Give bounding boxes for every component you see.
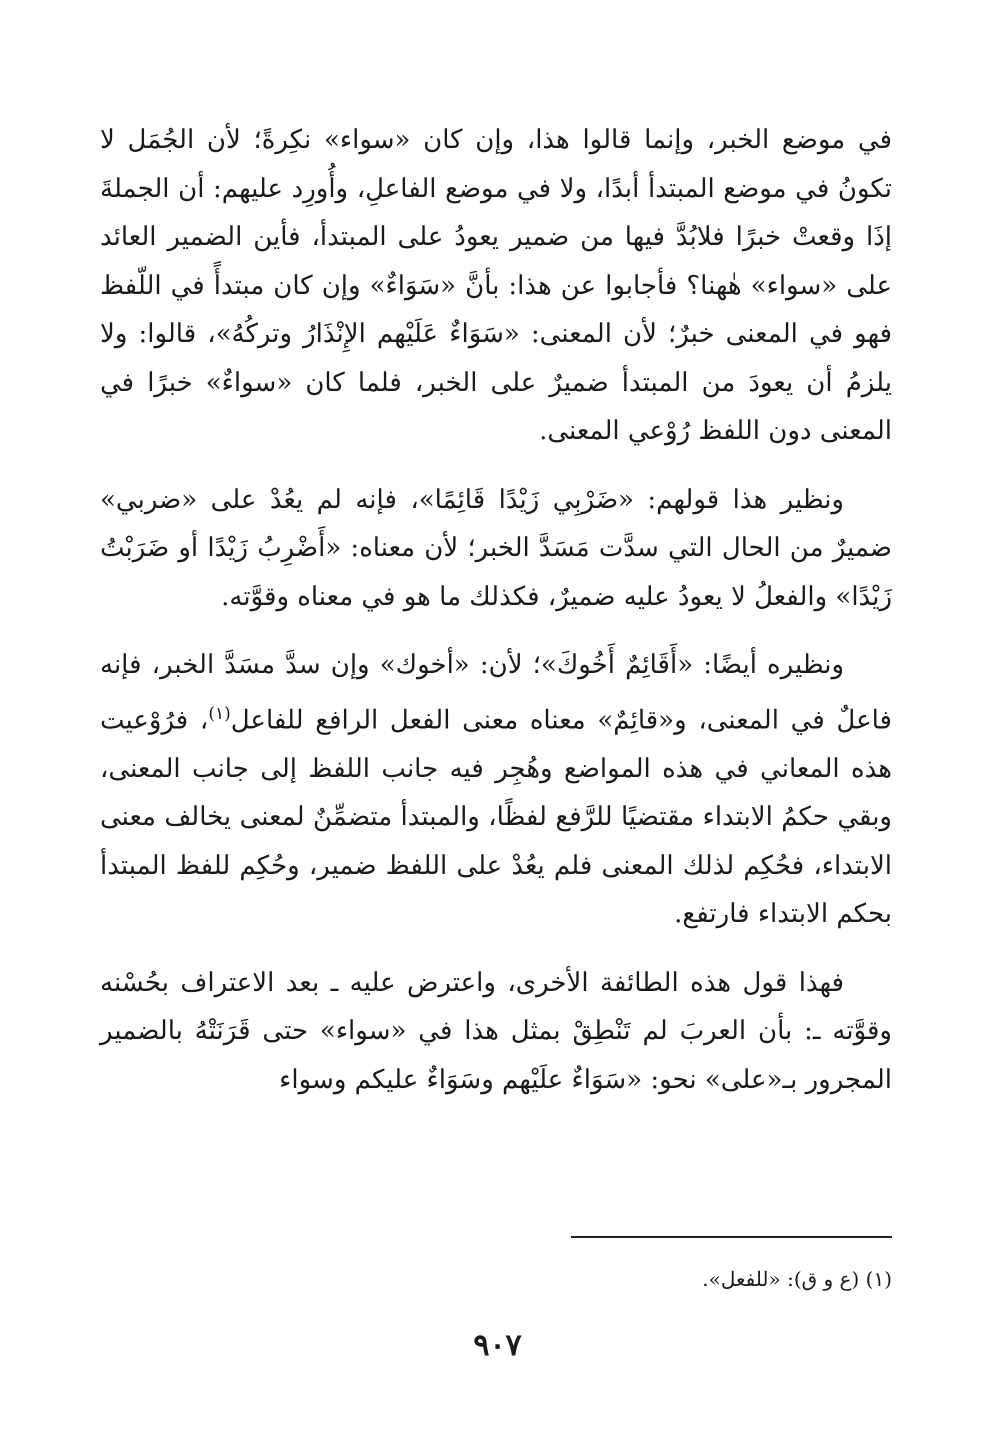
paragraph-1: في موضع الخبر، وإنما قالوا هذا، وإن كان «سواء» نكِرةً؛ لأن الجُمَل لا تكونُ في موضع المبتدأ أبدًا، ولا في موضع الفاعلِ، وأُورِد عليهم: أن الجملةَ إذَا وقعتْ خبرًا فلابُدَّ فيها من ضمير يعودُ على المبتدأ، فأين الضمير العائد على «سواء» هٰهنا؟ فأجابوا عن هذا: بأنَّ «سَوَاءٌ» وإن كان مبتدأً في اللّفظ فهو في المعنى خبرٌ؛ لأن المعنى: «سَوَاءٌ عَلَيْهم الإِنْذَارُ وتركُهُ»، قالوا: ولا يلزمُ أن يعودَ من المبتدأ ضميرٌ على الخبر، فلما كان «سواءٌ» خبرًا في المعنى دون اللفظ رُوْعي المعنى.	[100, 125, 892, 446]
footnote-reference: (١)	[208, 703, 231, 724]
paragraph-3-text-a: ونظيره أيضًا: «أَقَائِمٌ أَخُوكَ»؛ لأن: «أخوك» وإن سدَّ مسَدَّ الخبر، فإنه فاعلٌ في المعنى، و«قائِمٌ» معناه معنى الفعل الرافع للفاعل	[100, 650, 892, 736]
footnote-separator	[571, 1236, 892, 1238]
main-text	[100, 116, 892, 1124]
footnote: (١) (ع و ق): «للفعل».	[702, 1267, 892, 1291]
paragraph-4: فهذا قول هذه الطائفة الأخرى، واعترض عليه ـ بعد الاعتراف بحُسْنه وقوَّته ـ: بأن العربَ لم تَنْطِقْ بمثل هذا في «سواء» حتى قَرَنَتْهُ بالضمير المجرور بـ«على» نحو: «سَوَاءٌ علَيْهم وسَوَاءٌ عليكم وسواء	[100, 967, 892, 1095]
paragraph-3	[100, 641, 892, 939]
paragraph-2: ونظير هذا قولهم: «ضَرْبِي زَيْدًا قَائِمًا»، فإنه لم يعُدْ على «ضربي» ضميرٌ من الحال التي سدَّت مَسَدَّ الخبر؛ لأن معناه: «أَضْرِبُ زَيْدًا أو ضَرَبْتُ زَيْدًا» والفعلُ لا يعودُ عليه ضميرٌ، فكذلك ما هو في معناه وقوَّته.	[100, 484, 892, 612]
page-number: ٩٠٧	[473, 1328, 522, 1363]
paragraph-3-text-b: ، فرُوْعيت هذه المعاني في هذه المواضع وهُجِر فيه جانب اللفظ إلى جانب المعنى، وبقي حكمُ الابتداء مقتضيًا للرَّفع لفظًا، والمبتدأ متضمِّنٌ لمعنى يخالف معنى الابتداء، فحُكِم لذلك المعنى فلم يعُدْ على اللفظ ضمير، وحُكِم للفظ المبتدأ بحكم الابتداء فارتفع.	[100, 705, 892, 930]
